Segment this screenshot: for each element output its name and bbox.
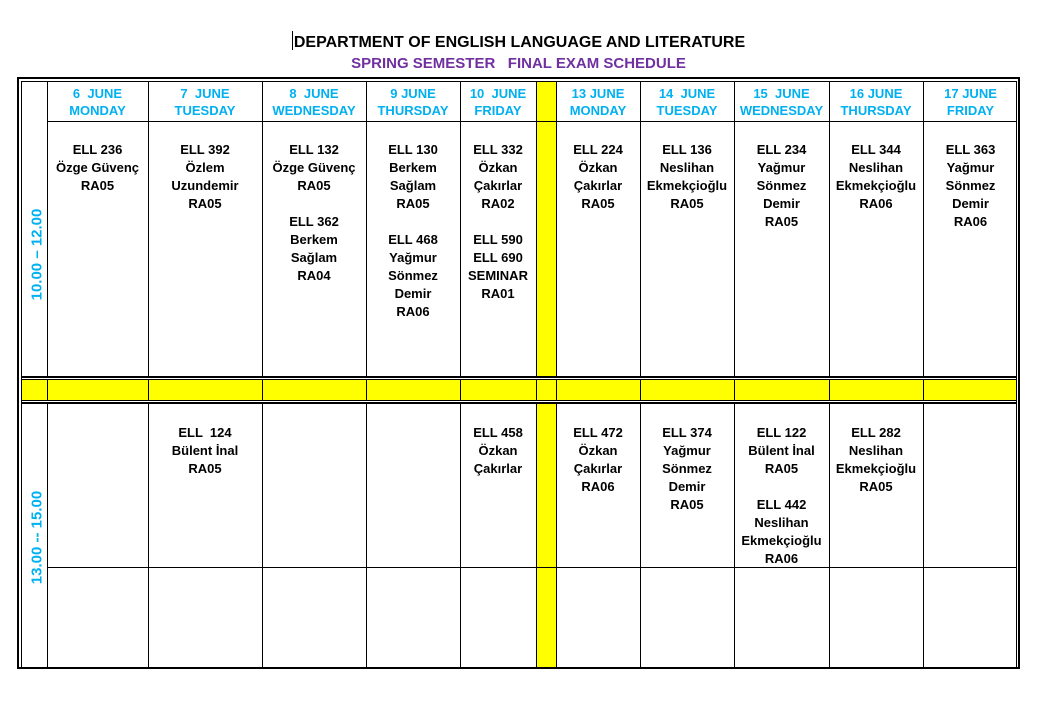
exam-line: RA05	[764, 214, 799, 229]
exam-line: SEMINAR	[468, 268, 528, 283]
exam-line: Ekmekçioğlu	[646, 178, 728, 193]
week-separator-column	[536, 403, 556, 667]
exam-line: Çakırlar	[473, 178, 523, 193]
exam-line: RA05	[670, 497, 704, 512]
day-date: 9 JUNE	[390, 86, 436, 101]
grid-line	[47, 121, 1016, 122]
exam-schedule-table	[17, 77, 1020, 669]
lunch-break-band	[21, 379, 1016, 400]
grid-line	[923, 379, 924, 400]
grid-line	[21, 376, 1016, 378]
grid-line	[640, 81, 641, 376]
exam-line: RA06	[396, 304, 430, 319]
day-date: 14 JUNE	[658, 86, 716, 101]
exam-line: RA06	[859, 196, 893, 211]
grid-line	[536, 81, 537, 376]
grid-line	[148, 379, 149, 400]
exam-line: Demir	[763, 196, 800, 211]
exam-line: RA01	[481, 286, 515, 301]
exam-line: Çakırlar	[573, 461, 623, 476]
grid-line	[47, 81, 48, 376]
exam-line: Berkem	[389, 160, 437, 175]
exam-line: Uzundemir	[171, 178, 239, 193]
day-weekday: TUESDAY	[656, 103, 718, 118]
exam-line: Ekmekçioğlu	[741, 533, 822, 548]
slot-label-afternoon: 13.00 -- 15.00	[28, 490, 46, 585]
grid-line	[734, 379, 735, 400]
exam-line: RA05	[396, 196, 430, 211]
exam-line: Bülent İnal	[748, 443, 815, 458]
exam-line: Sağlam	[389, 178, 437, 193]
afternoon-exam-cell	[829, 424, 923, 496]
afternoon-exam-cell	[148, 424, 262, 478]
grid-line	[366, 403, 367, 667]
exam-line: Demir	[668, 479, 706, 494]
grid-line	[556, 81, 557, 376]
grid-line	[148, 81, 149, 376]
grid-line	[21, 379, 1016, 380]
grid-line	[923, 403, 924, 667]
exam-line: ELL 468	[388, 232, 438, 247]
grid-line	[536, 379, 537, 400]
grid-line	[21, 667, 1016, 668]
morning-exam-cell	[829, 141, 923, 213]
document-title-text: DEPARTMENT OF ENGLISH LANGUAGE AND LITERATURE	[293, 34, 746, 51]
exam-line: RA06	[581, 479, 615, 494]
exam-line: Sönmez	[662, 461, 712, 476]
day-header	[148, 85, 262, 119]
spacer	[460, 213, 536, 231]
day-header	[366, 85, 460, 119]
exam-line: RA02	[481, 196, 515, 211]
grid-line	[536, 403, 537, 667]
exam-line: Berkem	[290, 232, 338, 247]
slot-label-morning: 10.00 – 12.00	[28, 208, 46, 301]
document-title	[0, 31, 1037, 52]
day-date: 16 JUNE	[849, 86, 903, 101]
exam-line: Özge Güvenç	[55, 160, 140, 175]
day-header	[640, 85, 734, 119]
morning-exam-cell	[556, 141, 640, 213]
exam-line: Özlem	[185, 160, 225, 175]
exam-line: RA05	[581, 196, 615, 211]
exam-line: ELL 363	[945, 142, 996, 157]
exam-line: ELL 132	[289, 142, 339, 157]
exam-line: ELL 392	[180, 142, 230, 157]
day-date: 15 JUNE	[753, 86, 810, 101]
exam-line: RA06	[953, 214, 988, 229]
exam-line: Sönmez	[756, 178, 807, 193]
grid-line	[262, 379, 263, 400]
day-date: 7 JUNE	[180, 86, 230, 101]
morning-exam-cell	[148, 141, 262, 213]
exam-line: Yağmur	[389, 250, 437, 265]
exam-line: ELL 472	[573, 425, 623, 440]
exam-line: Neslihan	[754, 515, 809, 530]
exam-line: Özge Güvenç	[272, 160, 356, 175]
exam-line: ELL 458	[473, 425, 523, 440]
exam-line: Demir	[394, 286, 432, 301]
exam-line: Yağmur	[757, 160, 806, 175]
exam-line: Özkan	[478, 160, 518, 175]
document-subtitle: SPRING SEMESTER FINAL EXAM SCHEDULE	[351, 55, 686, 72]
day-weekday: WEDNESDAY	[272, 103, 356, 118]
afternoon-exam-cell	[640, 424, 734, 514]
exam-line: Özkan	[578, 160, 618, 175]
exam-line: RA05	[297, 178, 331, 193]
exam-line: RA06	[764, 551, 799, 566]
grid-line	[262, 403, 263, 667]
exam-line: Sağlam	[290, 250, 338, 265]
exam-line: Sönmez	[388, 268, 438, 283]
afternoon-exam-cell	[460, 424, 536, 478]
day-date: 10 JUNE	[469, 86, 527, 101]
grid-line	[640, 379, 641, 400]
grid-line	[47, 379, 48, 400]
morning-exam-cell	[460, 141, 536, 303]
grid-line	[47, 567, 1016, 568]
exam-line: RA05	[670, 196, 704, 211]
grid-line	[47, 403, 48, 667]
exam-line: ELL 442	[756, 497, 807, 512]
exam-line: ELL 124	[178, 425, 232, 440]
exam-line: RA05	[188, 196, 222, 211]
exam-line: Yağmur	[663, 443, 711, 458]
exam-line: ELL 362	[289, 214, 339, 229]
morning-exam-cell	[366, 141, 460, 321]
exam-line: ELL 224	[573, 142, 623, 157]
day-date: 17 JUNE	[944, 86, 997, 101]
grid-line	[829, 379, 830, 400]
exam-line: Bülent İnal	[171, 443, 239, 458]
exam-line: ELL 282	[851, 425, 901, 440]
exam-line: ELL 236	[72, 142, 123, 157]
day-header	[47, 85, 148, 119]
day-date: 8 JUNE	[289, 86, 339, 101]
exam-line: RA04	[297, 268, 331, 283]
day-header	[556, 85, 640, 119]
exam-line: Özkan	[478, 443, 518, 458]
day-header	[923, 85, 1018, 119]
day-header	[734, 85, 829, 119]
morning-exam-cell	[640, 141, 734, 213]
week-separator-column	[536, 81, 556, 376]
exam-line: Çakırlar	[473, 461, 523, 476]
morning-exam-cell	[923, 141, 1018, 231]
grid-line	[21, 402, 1016, 404]
exam-line: RA05	[80, 178, 115, 193]
exam-line: Çakırlar	[573, 178, 623, 193]
exam-line: RA05	[188, 461, 222, 476]
day-date: 6 JUNE	[72, 86, 123, 101]
exam-line: Özkan	[578, 443, 618, 458]
morning-exam-cell	[262, 141, 366, 285]
exam-line: ELL 374	[662, 425, 712, 440]
spacer	[262, 195, 366, 213]
grid-line	[829, 81, 830, 376]
grid-line	[366, 379, 367, 400]
day-weekday: MONDAY	[69, 103, 126, 118]
exam-line: Ekmekçioğlu	[835, 178, 917, 193]
exam-line: Demir	[952, 196, 989, 211]
exam-line: Yağmur	[946, 160, 995, 175]
day-weekday: THURSDAY	[840, 103, 912, 118]
afternoon-exam-cell	[556, 424, 640, 496]
exam-line: ELL 690	[473, 250, 523, 265]
exam-line: ELL 344	[851, 142, 901, 157]
exam-line: Neslihan	[659, 160, 715, 175]
grid-line	[460, 379, 461, 400]
exam-line: ELL 332	[473, 142, 523, 157]
day-date: 13 JUNE	[571, 86, 625, 101]
day-header	[262, 85, 366, 119]
grid-line	[21, 81, 22, 667]
exam-line: ELL 590	[473, 232, 523, 247]
day-weekday: WEDNESDAY	[739, 103, 824, 118]
exam-line: RA05	[859, 479, 893, 494]
grid-line	[556, 379, 557, 400]
exam-line: Neslihan	[848, 443, 904, 458]
spacer	[366, 213, 460, 231]
day-header	[829, 85, 923, 119]
exam-line: Sönmez	[945, 178, 996, 193]
day-weekday: FRIDAY	[946, 103, 995, 118]
exam-line: Neslihan	[848, 160, 904, 175]
day-weekday: FRIDAY	[474, 103, 522, 118]
afternoon-exam-cell	[734, 424, 829, 568]
exam-line: ELL 136	[662, 142, 712, 157]
day-weekday: THURSDAY	[377, 103, 449, 118]
text-cursor	[292, 31, 293, 50]
exam-line: ELL 130	[388, 142, 438, 157]
exam-line: ELL 122	[756, 425, 807, 440]
day-header	[460, 85, 536, 119]
spacer	[734, 478, 829, 496]
day-weekday: TUESDAY	[174, 103, 236, 118]
grid-line	[21, 400, 1016, 401]
exam-line: ELL 234	[756, 142, 807, 157]
grid-line	[21, 81, 1016, 82]
morning-exam-cell	[47, 141, 148, 195]
exam-line: Ekmekçioğlu	[835, 461, 917, 476]
exam-line: RA05	[764, 461, 799, 476]
morning-exam-cell	[734, 141, 829, 231]
day-weekday: MONDAY	[569, 103, 627, 118]
